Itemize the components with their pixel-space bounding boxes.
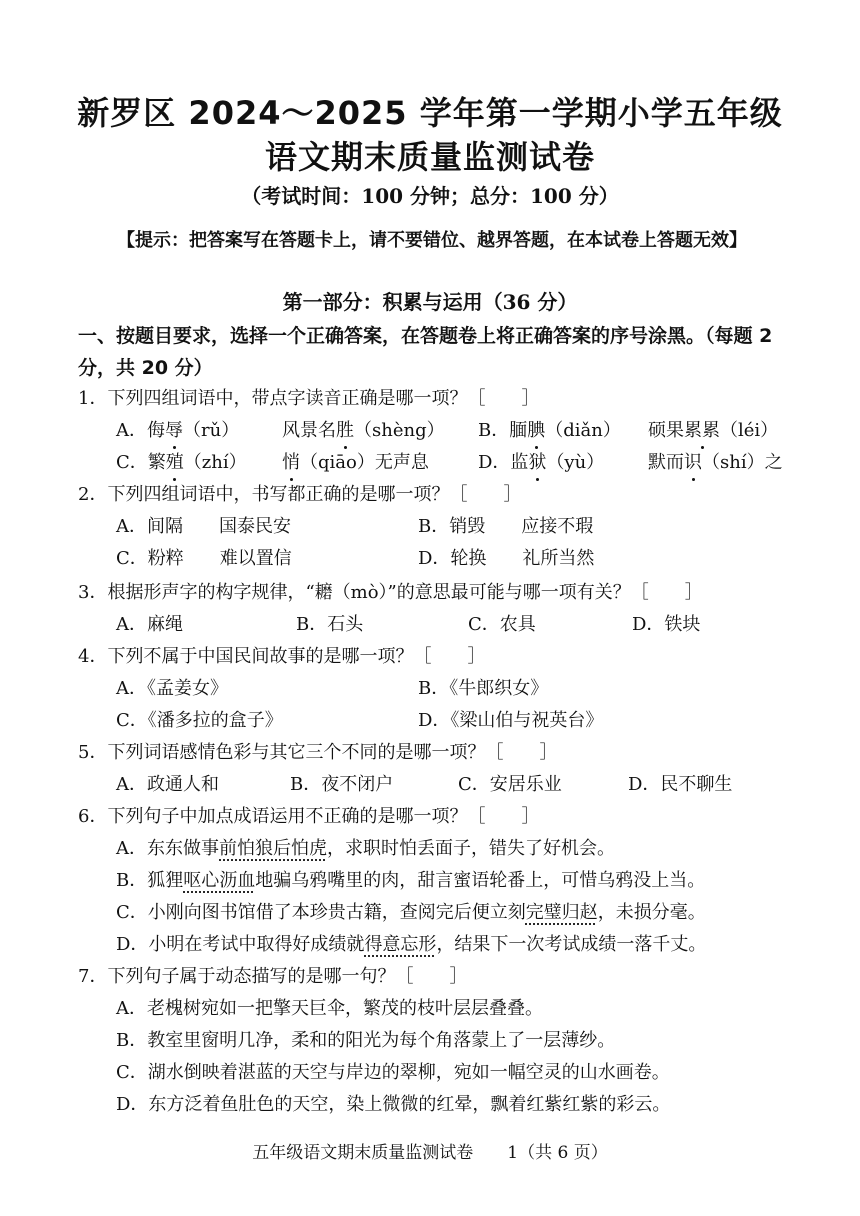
q5-option-a: A．政通人和	[116, 774, 219, 795]
q1-option-c-second-word: 悄（qiāo）无声息	[282, 450, 429, 476]
q6-dotted-idiom-a: 前怕狼后怕虎	[219, 838, 327, 859]
q3-option-c: C．农具	[468, 614, 536, 635]
q6-option-c: C．小刚向图书馆借了本珍贵古籍，查阅完后便立刻完璧归赵，未损分毫。	[116, 902, 706, 923]
exam-notice: 【提示：把答案写在答题卡上，请不要错位、越界答题，在本试卷上答题无效】	[117, 230, 747, 251]
q7-stem: 7．下列句子属于动态描写的是哪一句？［ ］	[78, 966, 468, 987]
q3-option-b: B．石头	[296, 614, 364, 635]
q6-option-d: D．小明在考试中取得好成绩就得意忘形，结果下一次考试成绩一落千丈。	[116, 934, 707, 955]
q1-option-b: B．腼腆（diǎn）	[478, 418, 621, 444]
q1-option-c: C．繁殖（zhí）	[116, 450, 247, 476]
q3-stem: 3．根据形声字的构字规律，“耱（mò）”的意思最可能与哪一项有关？［ ］	[78, 582, 703, 603]
q6-dotted-idiom-c: 完璧归赵	[525, 902, 598, 923]
q4-option-d: D．《梁山伯与祝英台》	[418, 710, 604, 731]
q5-option-c: C．安居乐业	[458, 774, 562, 795]
q2-option-a: A．间隔 国泰民安	[116, 516, 291, 537]
q2-option-b: B．销毁 应接不瑕	[418, 516, 594, 537]
q6-stem: 6．下列句子中加点成语运用不正确的是哪一项？［ ］	[78, 806, 540, 827]
part1-title: 第一部分：积累与运用（36 分）	[282, 290, 578, 314]
q5-option-b: B．夜不闭户	[290, 774, 394, 795]
q4-option-c: C．《潘多拉的盒子》	[116, 710, 283, 731]
q6-option-b: B．狐狸呕心沥血地骗乌鸦嘴里的肉，甜言蜜语轮番上，可惜乌鸦没上当。	[116, 870, 706, 891]
q7-option-d: D．东方泛着鱼肚色的天空，染上微微的红晕，飘着红紫红紫的彩云。	[116, 1094, 671, 1115]
q7-option-a: A．老槐树宛如一把擎天巨伞，繁茂的枝叶层层叠叠。	[116, 998, 543, 1019]
q5-option-d: D．民不聊生	[628, 774, 733, 795]
q4-stem: 4．下列不属于中国民间故事的是哪一项？［ ］	[78, 646, 486, 667]
exam-subtitle: （考试时间：100 分钟；总分：100 分）	[241, 184, 619, 208]
q7-option-b: B．教室里窗明几净，柔和的阳光为每个角落蒙上了一层薄纱。	[116, 1030, 616, 1051]
q1-option-b-second-word: 硕果累累（léi）	[648, 418, 778, 444]
q1-option-a: A．侮辱（rǔ）	[116, 418, 239, 444]
q1-option-a-second-word: 风景名胜（shèng）	[282, 418, 445, 444]
q6-option-a: A．东东做事前怕狼后怕虎，求职时怕丢面子，错失了好机会。	[116, 838, 615, 859]
exam-title-line2: 语文期末质量监测试卷	[264, 138, 595, 176]
q1-stem: 1．下列四组词语中，带点字读音正确是哪一项？［ ］	[78, 388, 540, 409]
q4-option-a: A．《孟姜女》	[116, 678, 228, 699]
q5-stem: 5．下列词语感情色彩与其它三个不同的是哪一项？［ ］	[78, 742, 558, 763]
q6-dotted-idiom-b: 呕心沥血	[183, 870, 256, 891]
q2-option-d: D．轮换 礼所当然	[418, 548, 595, 569]
q1-option-d: D．监狱（yù）	[478, 450, 604, 476]
page-footer: 五年级语文期末质量监测试卷 1（共 6 页）	[252, 1143, 608, 1163]
q4-option-b: B．《牛郎织女》	[418, 678, 549, 699]
q6-dotted-idiom-d: 得意忘形	[364, 934, 437, 955]
q3-option-a: A．麻绳	[116, 614, 183, 635]
q2-option-c: C．粉粹 难以置信	[116, 548, 292, 569]
q1-option-d-second-word: 默而识（shí）之	[648, 450, 783, 476]
q2-stem: 2．下列四组词语中，书写都正确的是哪一项？［ ］	[78, 484, 522, 505]
section1-instructions: 一、按题目要求，选择一个正确答案，在答题卷上将正确答案的序号涂黑。（每题 2 分，共 20 分）	[78, 325, 773, 379]
q7-option-c: C．湖水倒映着湛蓝的天空与岸边的翠柳，宛如一幅空灵的山水画卷。	[116, 1062, 670, 1083]
exam-title-line1: 新罗区 2024～2025 学年第一学期小学五年级	[77, 94, 783, 132]
q3-option-d: D．铁块	[632, 614, 701, 635]
